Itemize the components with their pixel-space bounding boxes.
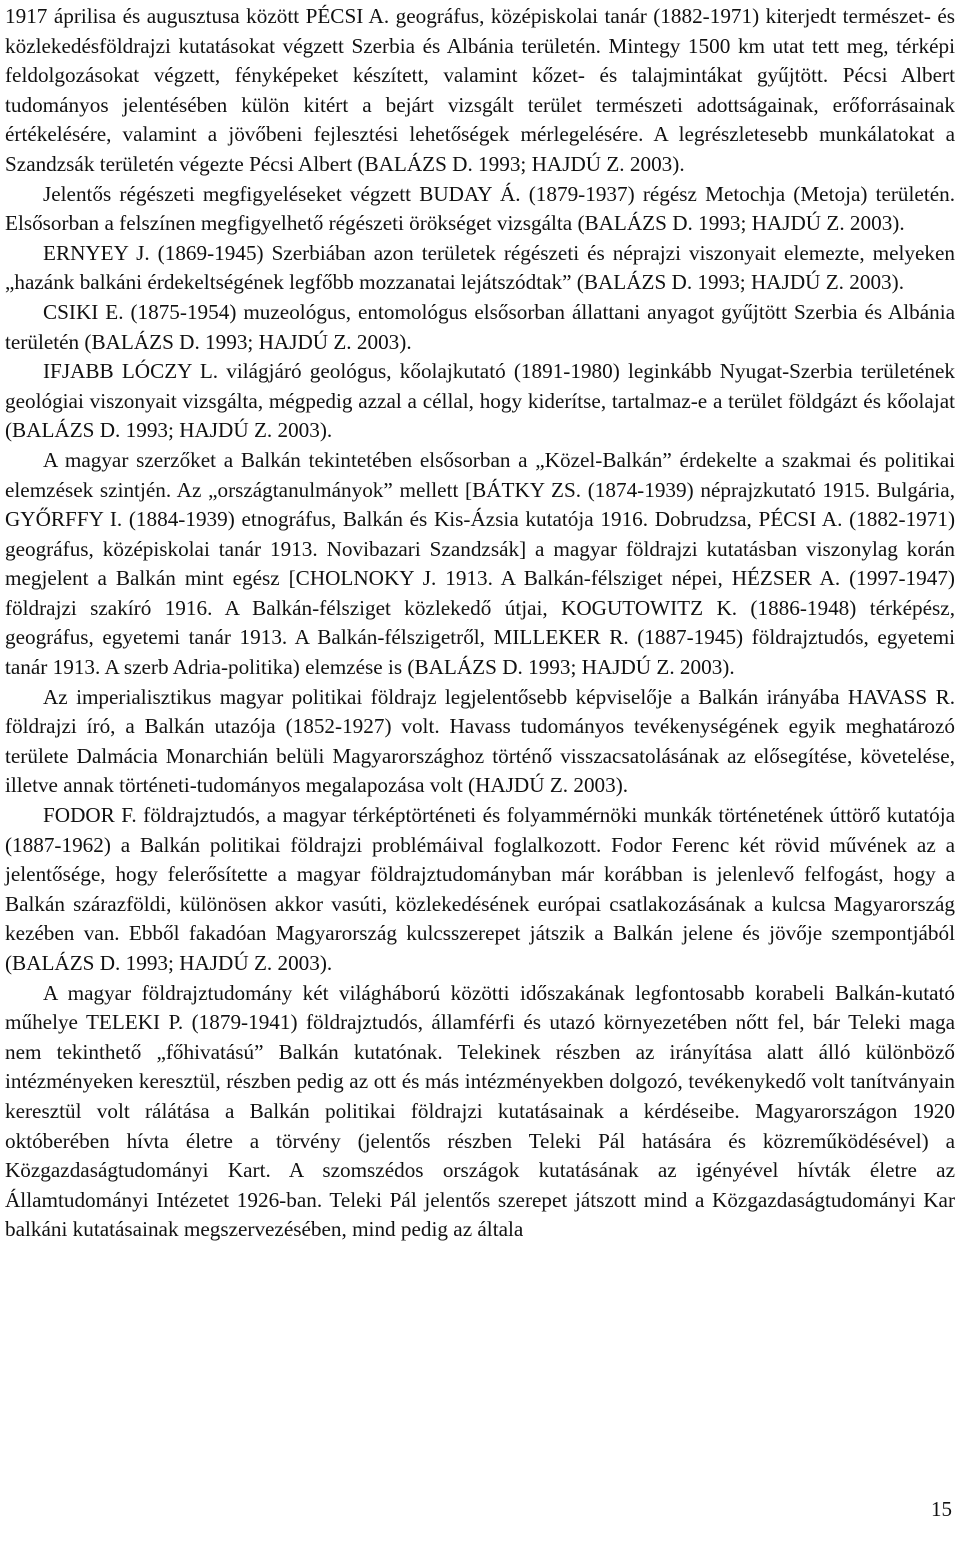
page-number: 15 [931, 1497, 952, 1521]
paragraph-kozel-balkan: A magyar szerzőket a Balkán tekintetében elsősorban a „Közel-Balkán” érdekelte a szakmai és politikai elemzések szintjén. Az „országtanulmányok” mellett [BÁTKY ZS. (1874-1939) néprajzkutató 1915. Bulgária, GYŐRFFY I. (1884-1939) etnográfus, Balkán és Kis-Ázsia kutatója 1916. Dobrudzsa, PÉCSI A. (1882-1971) geográfus, középiskolai tanár 1913. Novibazari Szandzsák] a magyar földrajzi kutatásban viszonylag korán megjelent a Balkán mint egész [CHOLNOKY J. 1913. A Balkán-félsziget népei, HÉZSER A. (1997-1947) földrajzi szakíró 1916. A Balkán-félsziget közlekedő útjai, KOGUTOWITZ K. (1886-1948) térképész, geográfus, egyetemi tanár 1913. A Balkán-félszigetről, MILLEKER R. (1887-1945) földrajztudós, egyetemi tanár 1913. A szerb Adria-politika) elemzése is (BALÁZS D. 1993; HAJDÚ Z. 2003). [5, 447, 955, 680]
paragraph-teleki: A magyar földrajztudomány két világháború közötti időszakának legfontosabb korabeli Balkán-kutató műhelye TELEKI P. (1879-1941) földrajztudós, államférfi és utazó környezetében nőtt fel, bár Teleki maga nem tekinthető „főhivatású” Balkán kutatónak. Telekinek részben az irányítása alatt álló különböző intézményeken keresztül, részben pedig az ott és más intézményekben dolgozó, tevékenykedő volt tanítványain keresztül volt rálátása a Balkán politikai földrajzi kutatásainak a kérdéseibe. Magyarországon 1920 októberében hívta életre a törvény (jelentős részben Teleki Pál hatására és közreműködésével) a Közgazdaságtudományi Kart. A szomszédos országok kutatásának az igényével hívták életre az Államtudományi Intézetet 1926-ban. Teleki Pál jelentős szerepet játszott mind a Közgazdaságtudományi Kar balkáni kutatásainak megszervezésében, mind pedig az általa [5, 980, 955, 1242]
paragraph-havass: Az imperialisztikus magyar politikai földrajz legjelentősebb képviselője a Balkán irányába HAVASS R. földrajzi író, a Balkán utazója (1852-1927) volt. Havass tudományos tevékenységének egyik meghatározó területe Dalmácia Monarchián belüli Magyarországhoz történő visszacsatolásának az elősegítése, követelése, illetve annak történeti-tudományos megalapozása volt (HAJDÚ Z. 2003). [5, 684, 955, 798]
paragraph-loczy: IFJABB LÓCZY L. világjáró geológus, kőolajkutató (1891-1980) leginkább Nyugat-Szerbia területének geológiai viszonyait vizsgálta, mégpedig azzal a céllal, hogy kiderítse, tartalmaz-e a terület földgázt és kőolajat (BALÁZS D. 1993; HAJDÚ Z. 2003). [5, 359, 955, 443]
paragraph-ernyey: ERNYEY J. (1869-1945) Szerbiában azon területek régészeti és néprajzi viszonyait elemezte, melyeken „hazánk balkáni érdekeltségének legfőbb mozzanatai lejátszódtak” (BALÁZS D. 1993; HAJDÚ Z. 2003). [5, 240, 955, 295]
paragraph-pecsi: 1917 áprilisa és augusztusa között PÉCSI A. geográfus, középiskolai tanár (1882-1971) kiterjedt természet- és közlekedésföldrajzi kutatásokat végzett Szerbia és Albánia területén. Mintegy 1500 km utat tett meg, térképi feldolgozásokat végzett, fényképeket készített, valamint kőzet- és talajmintákat gyűjtött. Pécsi Albert tudományos jelentésében külön kitért a bejárt vizsgált terület természeti adottságainak, erőforrásainak értékelésére, valamint a jövőbeni fejlesztési lehetőségek mérlegelésére. A legrészletesebb munkálatokat a Szandzsák területén végezte Pécsi Albert (BALÁZS D. 1993; HAJDÚ Z. 2003). [5, 4, 955, 176]
paragraph-fodor: FODOR F. földrajztudós, a magyar térképtörténeti és folyammérnöki munkák történetének úttörő kutatója (1887-1962) a Balkán politikai földrajzi problémáival foglalkozott. Fodor Ferenc két rövid művének az a jelentősége, hogy felerősítette a magyar földrajztudományban már korábban is jelenlevő felfogást, hogy a Balkán szárazföldi, különösen akkor vasúti, közlekedésének európai csatlakozásának a kulcsa Magyarország kezében van. Ebből fakadóan Magyarország kulcsszerepet játszik a Balkán jelene és jövője szempontjából (BALÁZS D. 1993; HAJDÚ Z. 2003). [5, 803, 955, 975]
paragraph-csiki: CSIKI E. (1875-1954) muzeológus, entomológus elsősorban állattani anyagot gyűjtött Szerbia és Albánia területén (BALÁZS D. 1993; HAJDÚ Z. 2003). [5, 299, 955, 354]
paragraph-buday: Jelentős régészeti megfigyeléseket végzett BUDAY Á. (1879-1937) régész Metochja (Metoja) területén. Elsősorban a felszínen megfigyelhető régészeti örökséget vizsgálta (BALÁZS D. 1993; HAJDÚ Z. 2003). [5, 181, 955, 236]
